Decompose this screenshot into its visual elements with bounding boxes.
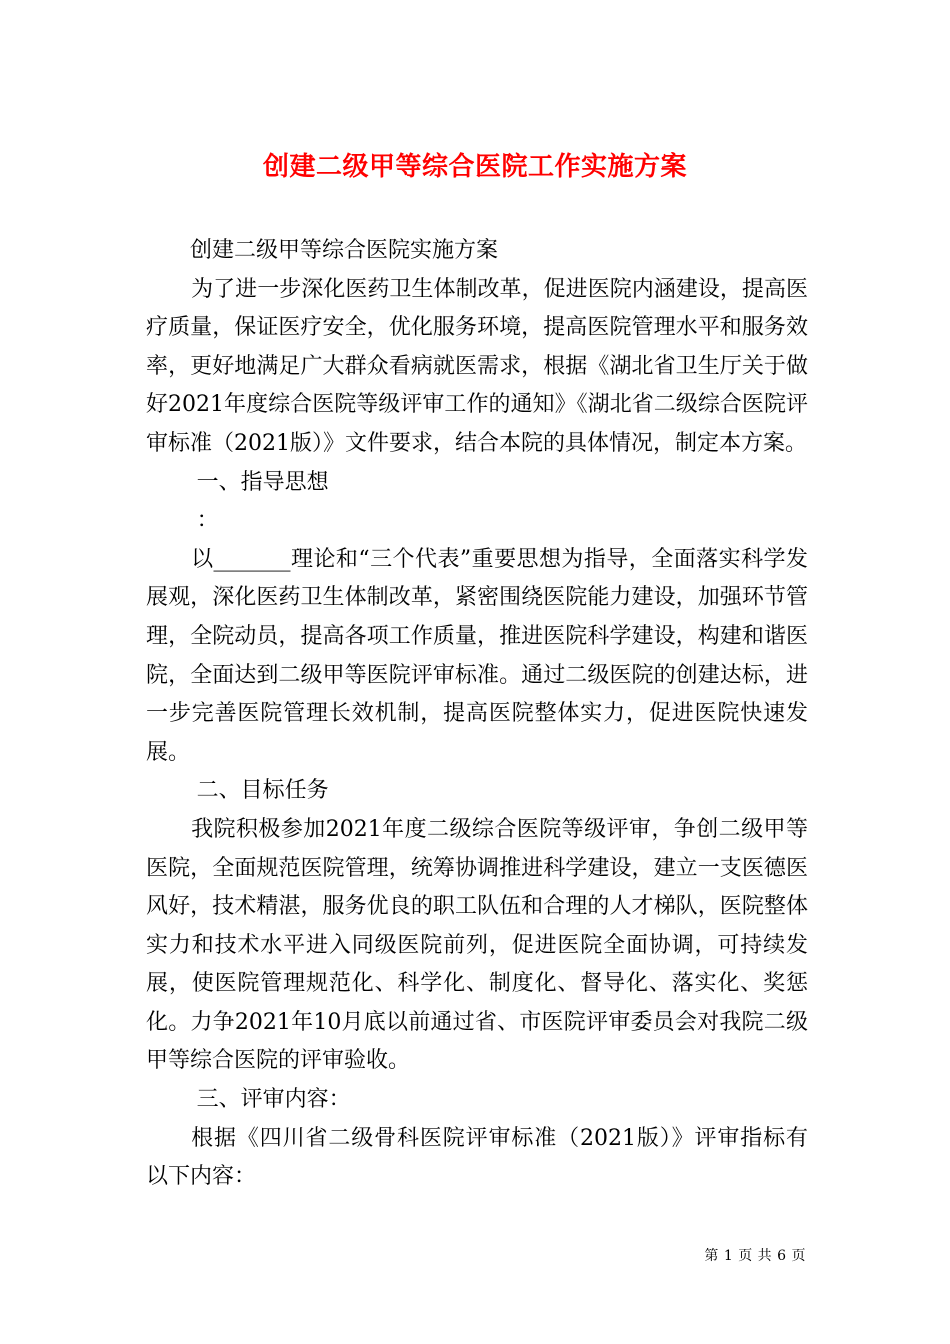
stray-colon: ： xyxy=(196,508,219,534)
review-content-paragraph: 根据《四川省二级骨科医院评审标准（2021版）》评审指标有以下内容： xyxy=(146,1125,808,1190)
plan-subtitle: 创建二级甲等综合医院实施方案 xyxy=(190,238,499,263)
document-title: 创建二级甲等综合医院工作实施方案 xyxy=(262,152,687,183)
page-number: 第 1 页 共 6 页 xyxy=(704,1248,806,1264)
section-heading-goals: 二、目标任务 xyxy=(196,778,329,804)
goals-paragraph: 我院积极参加2021年度二级综合医院等级评审，争创二级甲等医院，全面规范医院管理，统筹协调推进科学建设，建立一支医德医风好，技术精湛，服务优良的职工队伍和合理的人才梯队，医院整体实力和技术水平进入同级医院前列，促进医院全面协调，可持续发展，使医院管理规范化、科学化、制度化、督导化、落实化、奖惩化。力争2021年10月底以前通过省、市医院评审委员会对我院二级甲等综合医院的评审验收。 xyxy=(146,816,809,1074)
section-heading-guiding-ideology: 一、指导思想 xyxy=(196,469,329,495)
intro-paragraph: 为了进一步深化医药卫生体制改革，促进医院内涵建设，提高医疗质量，保证医疗安全，优化服务环境，提高医院管理水平和服务效率，更好地满足广大群众看病就医需求，根据《湖北省卫生厅关于做好2021年度综合医院等级评审工作的通知》《湖北省二级综合医院评审标准（2021版）》文件要求，结合本院的具体情况，制定本方案。 xyxy=(146,276,808,456)
guiding-ideology-paragraph: 以_______理论和“三个代表”重要思想为指导，全面落实科学发展观，深化医药卫生体制改革，紧密围绕医院能力建设，加强环节管理，全院动员，提高各项工作质量，推进医院科学建设，构建和谐医院，全面达到二级甲等医院评审标准。通过二级医院的创建达标，进一步完善医院管理长效机制，提高医院整体实力，促进医院快速发展。 xyxy=(146,546,808,765)
section-heading-review-content: 三、评审内容： xyxy=(196,1087,351,1113)
document-body xyxy=(146,232,808,1197)
